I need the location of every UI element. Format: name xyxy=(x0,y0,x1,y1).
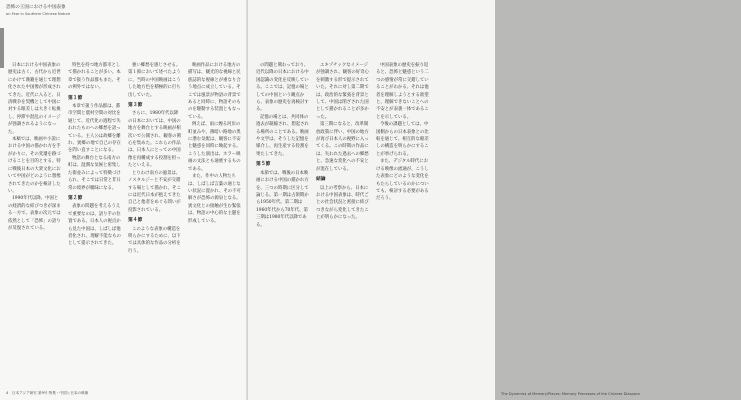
paragraph: 本稿では、映画や小説における中国の描かれ方を手がかりに、その変遷を跡づけることを目的とする。特に戦後日本の大衆文化において中国がどのように想像されてきたのかを検討したい。 xyxy=(8,137,61,194)
section-heading: 第１節 xyxy=(68,94,83,101)
text-column xyxy=(316,62,370,382)
section-heading: 第３節 xyxy=(128,102,143,109)
section-heading: 第４節 xyxy=(128,217,143,224)
text-column xyxy=(376,62,430,382)
section-heading: 第２節 xyxy=(68,194,83,201)
paragraph: とりわけ南方の風景は、ノスタルジーと不安が交錯する場として描かれ、そこには近代日本が抱えてきた自己と他者をめぐる問いが投影されている。 xyxy=(128,170,181,213)
paragraph: 映画作品における地方の描写は、観光的な視線と民族誌的な視線とが重なり合う地点に成立している。そこでは風景が物語の背景であると同時に、物語そのものを駆動する装置ともなっている。 xyxy=(188,63,241,120)
paragraph: 本節では、戦後の日本映画における中国の描かれ方を、三つの時期に区分して論じる。第一期は占領期から1950年代、第二期は1960年代から70年代、第三期は1980年代以降である。 xyxy=(256,170,309,228)
section-heading: 結論 xyxy=(316,176,326,183)
paragraph: 以上の考察から、日本における中国表象は、時代ごとの社会状況と密接に結びつきながら変化してきたことが明らかになった。 xyxy=(316,185,369,221)
text-column xyxy=(128,62,182,382)
running-head-ja: 恐怖の王国における中国表象 xyxy=(6,5,66,10)
footer-left: 4 日本アジア研究 第9号 特集・中国と日本の映像 xyxy=(6,391,89,395)
paragraph: 今後の課題としては、中国側からの日本表象との比較を通じて、相互的な眼差しの構造を明らかにすることが挙げられる。 xyxy=(376,122,429,157)
paragraph: 例えば、雨に煙る河岸の町並みや、薄暗い路地の奥に潜む気配は、観客に不安と魅惑を同時に喚起する。こうした演出は、ホラー映画の文法とも通底するものである。 xyxy=(188,122,241,172)
paragraph: 本章で扱う作品群は、都市空間と農村空間の対比を通じて、近代化の過程で失われたものへの郷愁を語っている。主人公は故郷を離れ、異郷の地で自己の存在を問い直すことになる。 xyxy=(68,104,121,154)
paragraph: 1990年代以降、中国との経済的な結びつきが深まる一方で、表象の次元では依然として「恐怖」の語りが反復されている。 xyxy=(8,196,61,231)
paragraph: 日本における中国表象の歴史は古く、古代から近世にかけて漢籍を通じて理想化された中国像が形成されてきた。近代に入ると、日清戦争を契機として中国に対する眼差しは大きく転換し、停滞や混乱のイメージが強調されるようになった。 xyxy=(8,63,61,135)
footer-right: The Dynamics of Memory/Places: Memory Processes of the Chinese Diaspora xyxy=(501,392,640,396)
paragraph: の問題と関わっており、近代以降の日本における中国認識の変化を反映している。ここでは、記憶の場としての中国という観点から、表象の歴史を再検討する。 xyxy=(256,63,309,113)
paragraph: また、デジタル時代における映像の流通が、こうした表象にどのような変化をもたらしているのかについても、検討する必要があるだろう。 xyxy=(376,159,429,202)
paragraph: また、作中の人物たちは、しばしば言葉の通じない状況に置かれ、その不可解さが恐怖の源泉となる。異文化との接触が生む緊張は、物語の中心的な主題を形成している。 xyxy=(188,174,241,224)
text-column xyxy=(8,62,62,382)
running-head xyxy=(6,5,206,17)
paragraph: エキゾチックなイメージが強調され、観客の好奇心を刺激する形で提示されていた。それに対し第二期では、政治的な緊張を背景として、中国は閉ざされた国として描かれることが多かった。 xyxy=(316,63,369,120)
section-heading: 第５節 xyxy=(256,161,271,168)
paragraph: 表象の問題を考えるうえで重要なのは、語り手の位置である。日本人の視点から見た中国は、しばしば他者化され、理解不能なものとして提示されてきた。 xyxy=(68,204,121,247)
left-page xyxy=(0,0,247,400)
paragraph: 物語の舞台となる南方の町は、湿潤な気候と密集した街並みによって特徴づけられ、そこでは日常と非日常の境界が曖昧になる。 xyxy=(68,155,121,191)
text-column xyxy=(68,62,122,382)
paragraph: 特色を持つ地方都市として描かれることが多い。本章で扱う作品群もまた、その例外ではない。 xyxy=(68,63,121,91)
paragraph: 第三期になると、改革開放政策に伴い、中国の地方が再び日本人の視野に入ってくる。この時期の作品には、失われた過去への郷愁と、急速な変化への不安とが混在している。 xyxy=(316,122,369,172)
paragraph: 記憶の場とは、共同体の過去が凝縮され、想起される場所のことである。映画や文学は、そうした記憶を媒介し、再生産する役割を果たしてきた。 xyxy=(256,114,309,157)
paragraph: このような表象の構造を明らかにするために、以下では具体的な作品の分析を行う。 xyxy=(128,226,181,254)
paragraph: 中国表象の歴史を振り返ると、恐怖と魅惑という二つの感情が常に交錯していることがわかる。それは他者を理解しようとする欲望と、理解できないことへの不安とが表裏一体であることを示している。 xyxy=(376,63,429,120)
right-page xyxy=(248,0,640,400)
running-head-en: on Fear in Southern Chinese Nature xyxy=(6,12,71,16)
page-edge-tab xyxy=(0,28,4,68)
paragraph: 強い郷愁を感じさせる。第１節において述べたように、当時の中国映画はこうした地方色を積極的に打ち出していた。 xyxy=(128,63,181,98)
paragraph: さらに、1980年代以降の日本においては、中国の地方を舞台とする映画が相次いで公開され、観客の関心を集めた。これらの作品は、日本人にとっての中国像を再構成する役割を担ったといえる。 xyxy=(128,111,181,169)
text-column xyxy=(188,62,242,382)
text-column xyxy=(256,62,310,382)
